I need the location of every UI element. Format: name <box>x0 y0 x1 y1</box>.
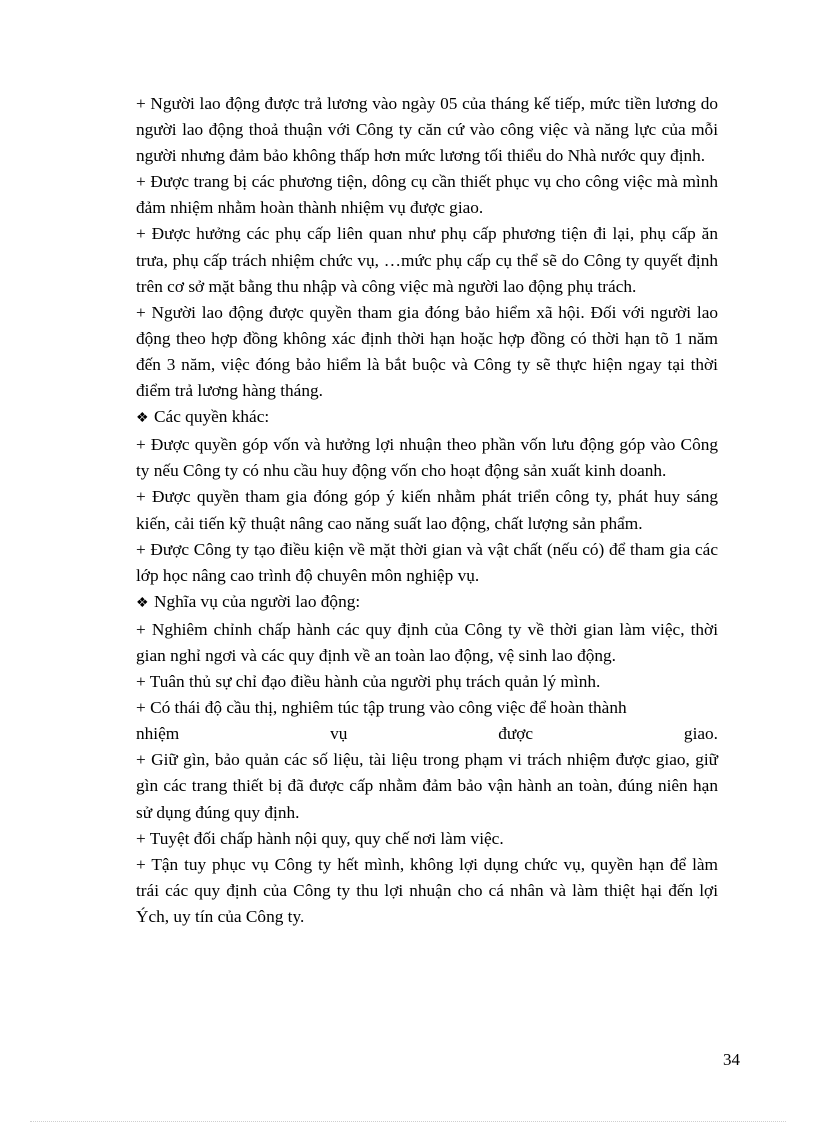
paragraph-training: + Được Công ty tạo điều kiện về mặt thời gian và vật chất (nếu có) để tham gia các lớp học nâng cao trình độ chuyên môn nghiệp vụ. <box>136 539 718 585</box>
heading-other-rights-text: Các quyền khác: <box>154 407 270 427</box>
paragraph-social-insurance: + Người lao động được quyền tham gia đóng bảo hiểm xã hội. Đối với người lao động theo hợp đồng không xác định thời hạn hoặc hợp đồng có thời hạn tõ 1 năm đến 3 năm, việc đóng bảo hiểm là bắt buộc và Công ty sẽ thực hiện ngay tại thời điểm trả lương hàng tháng. <box>136 302 718 401</box>
paragraph-capital-contribution: + Được quyền góp vốn và hưởng lợi nhuận theo phần vốn lưu động góp vào Công ty nếu Công ty có nhu cầu huy động vốn cho hoạt động sản xuất kinh doanh. <box>136 435 718 481</box>
paragraph-attitude: + Có thái độ cầu thị, nghiêm túc tập trung vào công việc để hoàn thành <box>136 698 627 718</box>
paragraph-allowances: + Được hưởng các phụ cấp liên quan như phụ cấp phương tiện đi lại, phụ cấp ăn trưa, phụ cấp trách nhiệm chức vụ, …mức phụ cấp cụ thể sẽ do Công ty quyết định trên cơ sở mặt bằng thu nhập và công việc mà người lao động phụ trách. <box>136 224 718 296</box>
page-number: 34 <box>723 1050 740 1069</box>
paragraph-preserve-data: + Giữ gìn, bảo quản các số liệu, tài liệu trong phạm vi trách nhiệm được giao, giữ gìn các trang thiết bị đã được cấp nhằm đảm bảo vận hành an toàn, đúng niên hạn sử dụng đúng quy định. <box>136 750 718 822</box>
heading-obligations <box>136 589 718 617</box>
document-body <box>136 91 718 930</box>
paragraph-comply-rules: + Nghiêm chỉnh chấp hành các quy định của Công ty về thời gian làm việc, thời gian nghỉ ngơi và các quy định về an toàn lao động, vệ sinh lao động. <box>136 619 718 665</box>
paragraph-internal-rules: + Tuyệt đối chấp hành nội quy, quy chế nơi làm việc. <box>136 828 504 848</box>
paragraph-follow-direction: + Tuân thủ sự chỉ đạo điều hành của người phụ trách quản lý mình. <box>136 672 601 692</box>
heading-obligations-text: Nghĩa vụ của người lao động: <box>154 591 361 611</box>
four-diamond-icon: ❖ <box>136 595 149 611</box>
heading-other-rights <box>136 404 718 432</box>
footer-divider <box>30 1121 786 1122</box>
paragraph-salary: + Người lao động được trả lương vào ngày 05 của tháng kế tiếp, mức tiền lương do người lao động thoả thuận với Công ty căn cứ vào công việc và năng lực của mỗi người nhưng đảm bảo không thấp hơn mức lương tối thiểu do Nhà nước quy định. <box>136 94 718 166</box>
paragraph-suggestions: + Được quyền tham gia đóng góp ý kiến nhằm phát triển công ty, phát huy sáng kiến, cải tiến kỹ thuật nâng cao năng suất lao động, chất lượng sản phẩm. <box>136 487 718 533</box>
four-diamond-icon: ❖ <box>136 411 149 427</box>
paragraph-dedication: + Tận tuy phục vụ Công ty hết mình, không lợi dụng chức vụ, quyền hạn để làm trái các quy định của Công ty thu lợi nhuận cho cá nhân và làm thiệt hại đến lợi Ých, uy tín của Công ty. <box>136 854 718 926</box>
paragraph-attitude-continued: nhiệm vụ được giao. <box>136 724 718 744</box>
paragraph-equipment: + Được trang bị các phương tiện, dông cụ cần thiết phục vụ cho công việc mà mình đảm nhiệm nhằm hoàn thành nhiệm vụ được giao. <box>136 172 718 218</box>
